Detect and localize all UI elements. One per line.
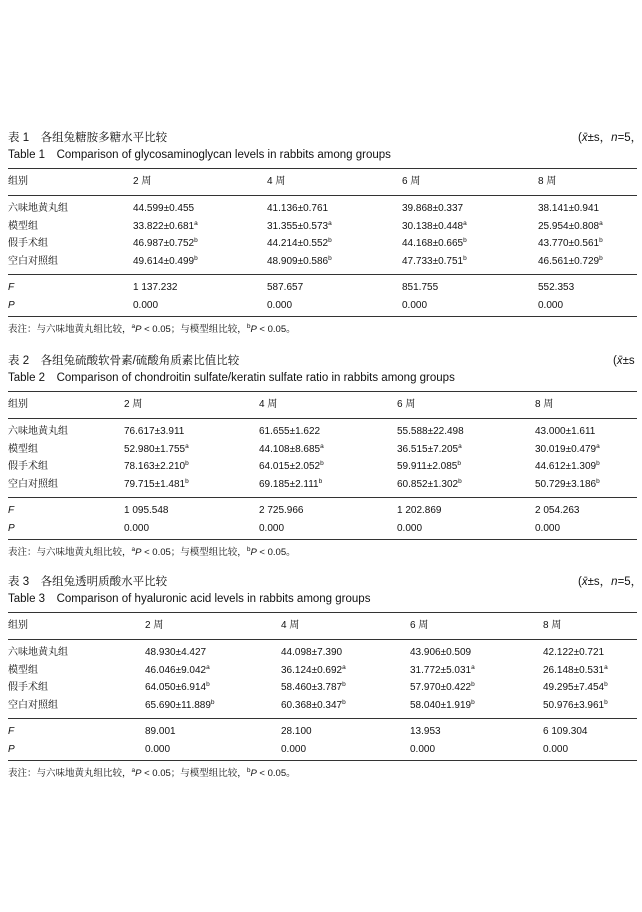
group-name: 模型组: [8, 220, 38, 232]
group-name: 空白对照组: [8, 478, 58, 490]
table-cell: 50.729±3.186$^b$: [535, 477, 600, 490]
stat-cell: 0.000: [281, 743, 307, 755]
table-cell: 26.148±0.531$^a$: [543, 663, 608, 676]
table-note: 表注：与六味地黄丸组比较，$^a$P < 0.05；与模型组比较，$^b$P < 0.05。: [8, 767, 296, 779]
header-week-4: 4 周: [259, 399, 278, 410]
table-3: [8, 574, 642, 784]
table-2-title-en: Table 2 Comparison of chondroitin sulfate/keratin sulfate ratio in rabbits among groups: [8, 372, 455, 384]
table-note: 表注：与六味地黄丸组比较，$^a$P < 0.05；与模型组比较，$^b$P < 0.05。: [8, 546, 296, 558]
table-cell: 69.185±2.111$^b$: [259, 477, 323, 490]
table-row: [8, 253, 637, 271]
header-week-6: 6 周: [397, 399, 416, 410]
stats-row-p: [8, 520, 637, 538]
table-cell: 60.852±1.302$^b$: [397, 477, 462, 490]
table-cell: 30.019±0.479$^a$: [535, 442, 600, 455]
table-cell: 57.970±0.422$^b$: [410, 681, 475, 693]
group-name: 六味地黄丸组: [8, 426, 68, 437]
header-group: 组别: [8, 399, 28, 410]
table-cell: 38.141±0.941: [538, 203, 600, 214]
stat-cell: 0.000: [145, 743, 171, 755]
header-week-2: 2 周: [145, 620, 164, 631]
stat-cell: 28.100: [281, 726, 312, 737]
table-cell: 64.015±2.052$^b$: [259, 460, 324, 472]
stat-cell: 0.000: [543, 743, 569, 755]
table-row: [8, 662, 637, 680]
table-header-row: [8, 169, 637, 195]
table-bottom-rule: [8, 316, 637, 317]
table-cell: 33.822±0.681$^a$: [133, 219, 198, 232]
stat-cell: 0.000: [397, 522, 423, 534]
table-cell: 79.715±1.481$^b$: [124, 477, 189, 490]
table-cell: 46.561±0.729$^b$: [538, 254, 603, 267]
header-group: 组别: [8, 176, 28, 187]
stat-cell: 0.000: [410, 743, 436, 755]
stat-name: F: [8, 282, 15, 293]
table-cell: 46.046±9.042$^a$: [145, 663, 210, 676]
table-cell: 36.515±7.205$^a$: [397, 442, 462, 455]
table-cell: 61.655±1.622: [259, 426, 321, 437]
table-3-condition: (x̄±s，n=5，: [578, 576, 642, 588]
table-1-condition: (x̄±s，n=5，: [578, 132, 642, 144]
table-row: [8, 200, 637, 218]
stats-row-f: [8, 279, 637, 297]
table-cell: 44.098±7.390: [281, 647, 343, 658]
stat-cell: 89.001: [145, 726, 176, 737]
table-cell: 44.108±8.685$^a$: [259, 442, 324, 455]
stat-cell: 1 202.869: [397, 505, 442, 516]
table-cell: 36.124±0.692$^a$: [281, 663, 346, 676]
table-row: [8, 218, 637, 236]
table-cell: 25.954±0.808$^a$: [538, 219, 603, 232]
table-cell: 50.976±3.961$^b$: [543, 698, 608, 711]
header-week-4: 4 周: [281, 620, 300, 631]
stat-cell: 0.000: [124, 522, 150, 534]
table-cell: 76.617±3.911: [124, 426, 185, 437]
group-name: 模型组: [8, 443, 38, 455]
table-3-title-en: Table 3 Comparison of hyaluronic acid levels in rabbits among groups: [8, 593, 371, 605]
header-week-2: 2 周: [124, 399, 143, 410]
table-row: [8, 441, 637, 459]
table-cell: 43.000±1.611: [535, 426, 596, 437]
group-name: 假手术组: [8, 238, 48, 249]
table-cell: 44.168±0.665$^b$: [402, 237, 467, 249]
table-cell: 43.770±0.561$^b$: [538, 237, 603, 249]
table-row: [8, 644, 637, 662]
table-cell: 44.214±0.552$^b$: [267, 237, 332, 249]
header-group: 组别: [8, 620, 28, 631]
stats-row-p: [8, 741, 637, 759]
table-row: [8, 235, 637, 253]
stats-row-f: [8, 502, 637, 520]
stat-cell: 1 137.232: [133, 282, 178, 293]
table-cell: 41.136±0.761: [267, 203, 329, 214]
header-week-8: 8 周: [535, 399, 554, 410]
table-cell: 49.614±0.499$^b$: [133, 254, 198, 267]
stat-cell: 0.000: [535, 522, 561, 534]
table-bottom-rule: [8, 539, 637, 540]
stat-cell: 0.000: [259, 522, 285, 534]
table-cell: 44.612±1.309$^b$: [535, 460, 600, 472]
table-cell: 59.911±2.085$^b$: [397, 460, 461, 472]
table-row: [8, 679, 637, 697]
table-row: [8, 423, 637, 441]
table-1-title-cn: 表 1 各组兔糖胺多糖水平比较: [8, 132, 168, 144]
table-cell: 78.163±2.210$^b$: [124, 460, 189, 472]
stat-name: F: [8, 505, 15, 516]
table-cell: 31.772±5.031$^a$: [410, 663, 475, 676]
stat-name: F: [8, 726, 15, 737]
header-week-6: 6 周: [402, 176, 421, 187]
group-name: 空白对照组: [8, 255, 58, 267]
group-name: 空白对照组: [8, 699, 58, 711]
table-3-title-cn: 表 3 各组兔透明质酸水平比较: [8, 576, 168, 588]
stat-name: P: [8, 743, 15, 755]
stat-cell: 0.000: [538, 299, 564, 311]
table-cell: 58.460±3.787$^b$: [281, 681, 346, 693]
header-week-4: 4 周: [267, 176, 286, 187]
table-cell: 49.295±7.454$^b$: [543, 681, 608, 693]
header-week-8: 8 周: [543, 620, 562, 631]
header-week-6: 6 周: [410, 620, 429, 631]
group-name: 模型组: [8, 664, 38, 676]
table-cell: 55.588±22.498: [397, 426, 464, 437]
table-row: [8, 458, 637, 476]
table-cell: 60.368±0.347$^b$: [281, 698, 346, 711]
table-cell: 39.868±0.337: [402, 203, 464, 214]
table-note: 表注：与六味地黄丸组比较，$^a$P < 0.05；与模型组比较，$^b$P < 0.05。: [8, 323, 296, 335]
table-1: [8, 130, 642, 340]
stat-cell: 552.353: [538, 282, 575, 293]
stat-cell: 1 095.548: [124, 505, 169, 516]
table-row: [8, 697, 637, 715]
table-header-row: [8, 392, 637, 418]
table-cell: 48.909±0.586$^b$: [267, 254, 332, 267]
group-name: 六味地黄丸组: [8, 203, 68, 214]
table-cell: 58.040±1.919$^b$: [410, 698, 475, 711]
stat-cell: 6 109.304: [543, 726, 588, 737]
stats-row-p: [8, 297, 637, 315]
group-name: 假手术组: [8, 461, 48, 472]
table-header-row: [8, 613, 637, 639]
stat-cell: 587.657: [267, 282, 304, 293]
table-cell: 65.690±11.889$^b$: [145, 698, 215, 711]
table-2: [8, 353, 637, 563]
stat-cell: 851.755: [402, 282, 439, 293]
table-cell: 44.599±0.455: [133, 203, 195, 214]
table-cell: 64.050±6.914$^b$: [145, 681, 210, 693]
table-cell: 43.906±0.509: [410, 647, 472, 658]
table-1-title-en: Table 1 Comparison of glycosaminoglycan levels in rabbits among groups: [8, 149, 391, 161]
stat-cell: 0.000: [133, 299, 159, 311]
table-bottom-rule: [8, 760, 637, 761]
table-cell: 48.930±4.427: [145, 647, 207, 658]
table-2-condition: (x̄±s: [613, 355, 635, 367]
table-cell: 46.987±0.752$^b$: [133, 237, 198, 249]
header-week-8: 8 周: [538, 176, 557, 187]
table-cell: 47.733±0.751$^b$: [402, 254, 467, 267]
group-name: 六味地黄丸组: [8, 647, 68, 658]
stat-cell: 13.953: [410, 726, 441, 737]
stats-row-f: [8, 723, 637, 741]
header-week-2: 2 周: [133, 176, 152, 187]
stat-name: P: [8, 299, 15, 311]
group-name: 假手术组: [8, 682, 48, 693]
stat-cell: 0.000: [402, 299, 428, 311]
table-row: [8, 476, 637, 494]
table-cell: 52.980±1.755$^a$: [124, 442, 189, 455]
stat-cell: 2 054.263: [535, 505, 580, 516]
stat-cell: 0.000: [267, 299, 293, 311]
stat-name: P: [8, 522, 15, 534]
table-cell: 30.138±0.448$^a$: [402, 219, 467, 232]
table-cell: 31.355±0.573$^a$: [267, 219, 332, 232]
table-2-title-cn: 表 2 各组兔硫酸软骨素/硫酸角质素比值比较: [8, 355, 240, 367]
stat-cell: 2 725.966: [259, 505, 304, 516]
table-cell: 42.122±0.721: [543, 647, 605, 658]
